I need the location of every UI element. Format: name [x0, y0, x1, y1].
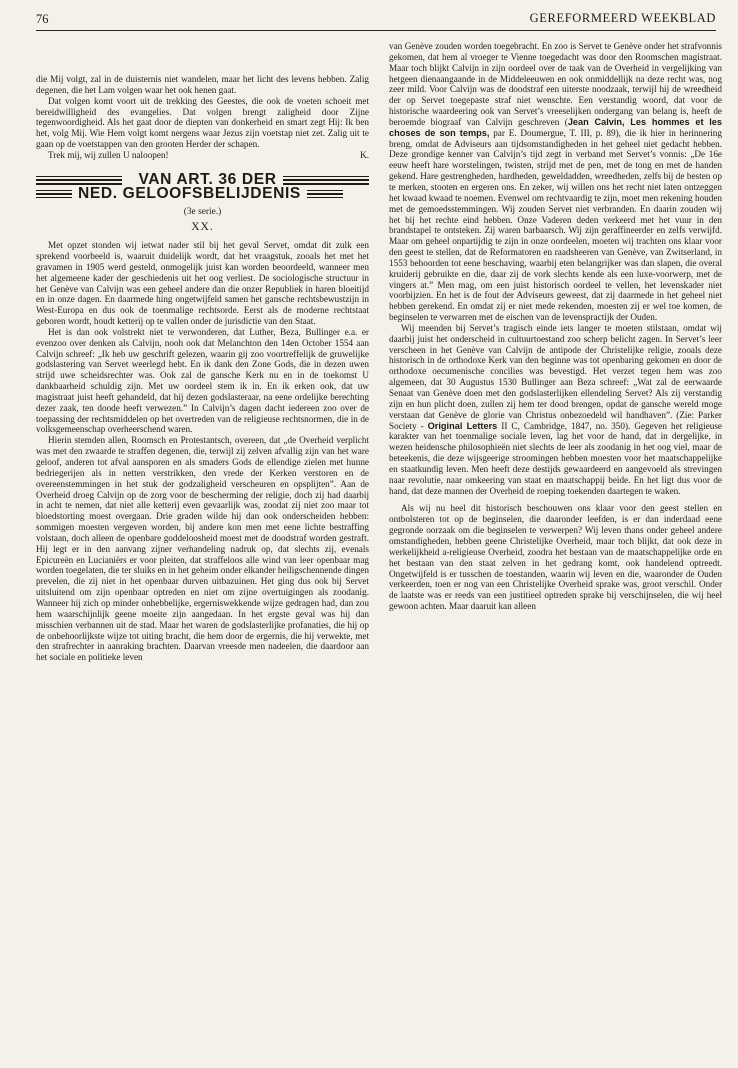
series-label: (3e serie.): [183, 207, 222, 218]
intro-paragraph: die Mij volgt, zal in de duisternis niet wandelen, maar het licht des levens hebben. Zalig degenen, die het Lam volgen waar het ook henen gaat.: [36, 74, 369, 95]
paragraph-text: II C, Cambridge, 1847, no. 350). Gegeven het religieuse karakter van het toenmalige sociale leven, lag het voor de hand, dat in dergelijke, in wezen heidensche philosophieën niet slechts de leer als zoodanig in het oog viel, maar de beteekenis, die deze wijsgeerige stroomingen hebben moesten voor het maatschappelijke en staatkundig leven. Men heeft deze destijds gewaardeerd en aangevoeld als strevingen naar revolutie, naar omkeering van staat en maatschappij beide. En het ligt dus voor de hand, dat deze mannen der Overheid de roeping toekenden daartegen te waken.: [389, 420, 722, 496]
title-row: [36, 184, 369, 202]
decorative-rule: [307, 190, 343, 199]
page-number: 76: [36, 12, 49, 26]
body-paragraph: Met opzet stonden wij ietwat nader stil bij het geval Servet, omdat dit zulk een sprekend voorbeeld is, waaruit duidelijk wordt, dat het vraagstuk, zooals het met het gravamen in 1905 werd gesteld, onmogelijk juist kan worden beoordeeld, wanneer men het algemeene kader der geschiedenis uit het oog verliest. De sociologische structuur in het Genève van Calvijn was een geheel andere dan die onzer Republiek in haren bloeitijd en in onze dagen. En daarmede hing ongetwijfeld samen het gansche rechtsbewustzijn in West-Europa en dus ook de toenmalige rechtsorde. Eerst als de moderne rechtstaat geboren wordt, houdt ketterij op te vallen onder de jurisdictie van den Staat.: [36, 240, 369, 327]
intro-paragraph: Dat volgen komt voort uit de trekking des Geestes, die ook de voeten schoeit met bereidwilligheid des evangelies. Dat volgen brengt zaligheid door Zijne tegenwoordigheid. Als het gaat door de diepten van donkerheid en smart zegt Hij: Ik ben het, volg Mij. Wie Hem volgt komt nergens waar Jezus zijn voetstap niet zet. Zalig uit te gaan op de voetstappen van den grooten Herder der schapen.: [36, 95, 369, 150]
closing-text: Trek mij, wij zullen U naloopen!: [48, 149, 169, 160]
right-column: [389, 41, 722, 612]
decorative-rule: [36, 176, 122, 185]
title-line-2: NED. GELOOFSBELIJDENIS: [78, 184, 301, 202]
section-number: XX.: [191, 221, 214, 234]
paragraph-text: van Genève zouden worden toegebracht. En zoo is Servet te Genève onder het strafvonnis gekomen, dat hem al vroeger te Vienne toegedacht was door den Roomschen magistraat. Maar toch blijkt Calvijn in zijn oordeel over de taak van de Overheid in vergelijking van hetgeen dienaangaande in de Middeleeuwen en ook onmiddellijk na deze recht was, nog zeer mild. Voor Calvijn was de doodstraf een uiterste noodzaak, terwijl hij de wreedheid der op Servet toegepaste straf niet wenschte. Een verstandig woord, dat voor de historische waardeering ook van Servet’s vreeselijken ondergang van belang is, heeft de beroemde biograaf van Calvijn geschreven (: [389, 41, 722, 127]
book-reference: Original Letters: [427, 420, 498, 431]
body-paragraph: Als wij nu heel dit historisch beschouwen ons klaar voor den geest stellen en ontbolsteren tot op de beginselen, die daaronder leefden, is er dan inderdaad eene gegronde oorzaak om die beginselen te verwerpen? Wij leven thans onder geheel andere omstandigheden, hebben geene Christelijke Overheid, maar toch blijkt, dat ook deze in werkelijkheid a-religieuse Overheid, zoodra het bestaan van de maatschappelijke orde en het bestaan van den staat zelven in het gedrang komt, ook handelend optreedt. Ongetwijfeld is er tusschen de toestanden, waarin wij leven en die, waaronder de Ouden verkeerden, toen er nog van een Christelijke Overheid sprake was, groot verschil. Onder de laatste was er reeds van een justitieel optreden sprake bij verschijnselen, die wij heel gewoon achten. Maar daaruit kan alleen: [389, 503, 722, 612]
closing-line: [36, 150, 369, 161]
decorative-rule: [283, 176, 369, 185]
paragraph-text: Wij meenden bij Servet’s tragisch einde iets langer te moeten stilstaan, omdat wij daarbij juist het onderscheid in cultuurtoestand zoo scherp belicht zagen. In Servet’s leer verscheen in het Genève van Calvijn de antipode der Christelijke religie, zooals deze historisch in de orthodoxe Kerk van den beginne was tot openbaring gekomen en door de orthodoxe oecumenische concilies was bevestigd. Het verzet tegen hem was zoo algemeen, dat 30 Augustus 1530 Bullinger aan Beza schreef: „Wat zal de eerwaarde Senaat van Genève doen met den godslasterlijken ellendeling Servet? Als zij verstandig zijn en hun plicht doen, zullen zij hem ter dood brengen, opdat de gansche wereld moge verstaan dat Genève de glorie van Christus onbezoedeld wil handhaven”. (Zie: Parker Society -: [389, 322, 722, 431]
title-row: [36, 170, 369, 188]
page-header: [36, 8, 716, 31]
article-title: [36, 170, 369, 202]
body-paragraph: Het is dan ook volstrekt niet te verwonderen, dat Luther, Beza, Bullinger e.a. er evenzoo over denken als Calvijn, nooh ook dat Melanchton den 14en October 1554 aan Calvijn schreef: „Ik heb uw geschrift gelezen, waarin gij zoo voortreffelijk de gruwelijke godslastering van Servet weerlegd hebt. En ik dank den Zone Gods, die in dezen uwen strijd uwe scheidsrechter was. Ook zal de gansche Kerk nu en in de toekomst U dankbaarheid schuldig zijn. Met uw oordeel stem ik in. En ik erken ook, dat uw magistraat juist heeft gehandeld, dat hij dezen godslasteraar, na eene ordelijke berechting dezer zaak, ten doode heeft verwezen.” In Calvijn’s dagen dacht iedereen zoo over de toepassing der rechtsmiddelen op het overtreden van de religieuse rechtsnormen, die in de volksgemeenschap overheerschend waren.: [36, 326, 369, 435]
paragraph-text: par E. Doumergue, T. III, p. 89), die ik hier in herinnering breng, omdat de Adviseurs aan tijdsomstandigheden in het geheel niet gedacht hebben. Deze grondige kenner van Calvijn’s tijd zegt in verband met Servet’s vonnis: „De 16e eeuw heeft hare worstelingen, twisten, strijd met de pen, met de tong en met de handen gekend. Hare gestrengheden, hardheden, geweldadden, wreedheden, zelfs bij de besten op te merken, stooten en ergeren ons. En zeker, wij willen ons het recht niet laten ontzeggen het kwaad kwaad te noemen. Evenwel om rechtvaardig te zijn, moet men rekening houden met de gemoedsstemmingen. Wij zouden Servet niet verbranden. En daarin zouden wij het bij het rechte eind hebben. Onze Vaderen deden verkeerd met het vuur in den brandstapel te ontsteken. Zij waren barbaarsch. Wij zijn geraffineerder en zelfs verwijfd. Maar om geheel onpartijdig te zijn in onze oordeelen, moeten wij trachten ons klaar voor den geest te stellen, dat de Reformatoren en raadsheeren van Genève, van Zwitserland, in 1553 behoorden tot eene beschaving, waarbij eten belangrijker was dan slapen, die overal kruiderij gebruikte en die, daar zij de vork slechts kende als een luxe-voorwerp, met de vingers at.” Men mag, om een juist historisch oordeel te vellen, het levenskader niet voorbijzien. En het is de fout der Adviseurs geweest, dat zij daarmede in het geheel niet hebben gerekend. En omdat zij er niet mede rekenden, moesten zij er wel toe komen, de beginselen te verwarren met de eischen van de levenspractijk der Ouden.: [389, 127, 722, 323]
signature: K.: [360, 149, 369, 160]
decorative-rule: [36, 190, 72, 199]
title-line-1: VAN ART. 36 DER: [138, 170, 277, 188]
body-paragraph: [389, 323, 722, 497]
journal-title: GEREFORMEERD WEEKBLAD: [529, 11, 716, 25]
book-reference: Jean Calvin, Les hommes et les choses de son temps,: [389, 116, 722, 138]
body-paragraph: Hierin stemden allen, Roomsch en Protestantsch, overeen, dat „de Overheid verplicht was met den zwaarde te straffen degenen, die, terwijl zij zelven afvallig zijn van het ware geloof, anderen tot afval aansporen en als smaders Gods de ellendige zielen met hunne bedriegerijen als in netten verstrikken, den vrede der Kerken verstoren en de overeenstemmingen in het stuk der godzaligheid verscheuren en opsplijten”. Aan de Overheid droeg Calvijn op de zorg voor de bescherming der religie, doch zij had daarbij in acht te nemen, dat niet alle ketterij even gevaarlijk was, zoodat zij niet zoo maar tot bloedstorting moest overgaan. Drie graden wilde hij dan ook onderscheiden hebben: sommigen moesten vergeven worden, bij andere kon men met eene lichte bestraffing volstaan, doch alleen de openbare goddeloosheid moest met de doodstraf worden gestraft. Hij legt er in den aanvang zijner verhandeling nadruk op, dat slechts zij, evenals Epicureën en Lucianiërs er voor pleiten, dat straffeloos alle wind van leer openbaar mag worden toegelaten, die ter sluiks en in het geheim onder elkander heiligschennende dingen prevelen, die zij niet in het openbaar durven uitbazuinen. Het ging dus ook bij Servet uitsluitend om zijn openbaar optreden en niet om zijne overtuigingen als zoodanig. Wanneer hij zich op minder onhebbelijke, ergerniswekkende wijze gedragen had, dan zou hem waarschijnlijk geene moeite zijn aangedaan. In het ergste geval was hij dan misschien verbannen uit de stad. Maar het waren de godslasterlijke profanaties, die hij op de onbehoorlijkste wijze tot uiting bracht, die hem door de ergernis, die hij verwekte, met den strafrechter in aanraking brachten. Daarvan vreesde men nadeelen, die daardoor aan het sociale en politieke leven: [36, 435, 369, 663]
left-column: [36, 74, 369, 663]
body-paragraph: [389, 41, 722, 323]
